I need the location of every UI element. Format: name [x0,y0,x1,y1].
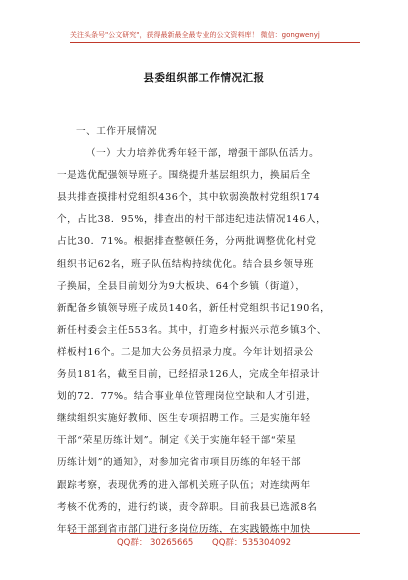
body-line: 占比30．71%。根据排查整顿任务，分两批调整优化村党 [57,236,317,248]
body-line: （一）大力培养优秀年轻干部，增强干部队伍活力。 [86,148,320,160]
body-line: 新配备乡镇领导班子成员140名，新任村党组织书记190名， [57,302,331,314]
document-body [57,121,357,541]
footer-qq-group-1: QQ群： 30265665 [116,538,194,548]
body-line: 子换届，全县目前划分为9大板块、64个乡镇（街道）， [57,280,306,292]
body-line: 务员181名，截至目前，已经招录126人，完成全年招录计 [57,369,321,381]
body-line: 划的72．77%。结合事业单位管理岗位空缺和人才引进， [57,391,317,403]
body-line: 个，占比38．95%，排查出的村干部违纪违法情况146人， [57,214,327,226]
body-line: 一是选优配强领导班子。围绕提升基层组织力，换届后全 [57,170,311,182]
footer [0,536,408,548]
body-line: 考核不优秀的，进行约谈，责令辞职。目前我县已选派8名 [57,501,318,513]
body-line: 样板村16个。二是加大公务员招录力度。今年计划招录公 [57,346,314,358]
body-line: 继续组织实施好教师、医生专项招聘工作。三是实施年轻 [57,413,311,425]
body-line: 组织书记62名，班子队伍结构持续优化。结合县乡领导班 [57,258,314,270]
header-divider [70,42,360,43]
body-line: 一、工作开展情况 [76,126,158,137]
footer-qq-group-2: QQ群：535304092 [212,538,292,548]
body-line: 干部“荣星历练计划”。制定《关于实施年轻干部“荣星 [57,435,297,447]
body-line: 跟踪考察，表现优秀的进入部机关班子队伍；对连续两年 [57,479,311,491]
header-promo-note: 关注头条号"公文研究"，获得最新最全最专业的公文资料库！ 微信：gongwenyj [70,31,320,39]
body-line: 年轻干部到省市部门进行多岗位历练，在实践锻炼中加快 [57,523,311,535]
footer-divider [70,533,360,534]
header-bar [0,0,408,44]
body-line: 新任村委会主任553名。其中，打造乡村振兴示范乡镇3个、 [57,324,328,336]
document-title: 县委组织部工作情况汇报 [143,72,265,84]
body-line: 历练计划”的通知》，对参加完省市项目历练的年轻干部 [57,457,302,469]
body-line: 县共排查摸排村党组织436个，其中软弱涣散村党组织174 [57,192,321,204]
